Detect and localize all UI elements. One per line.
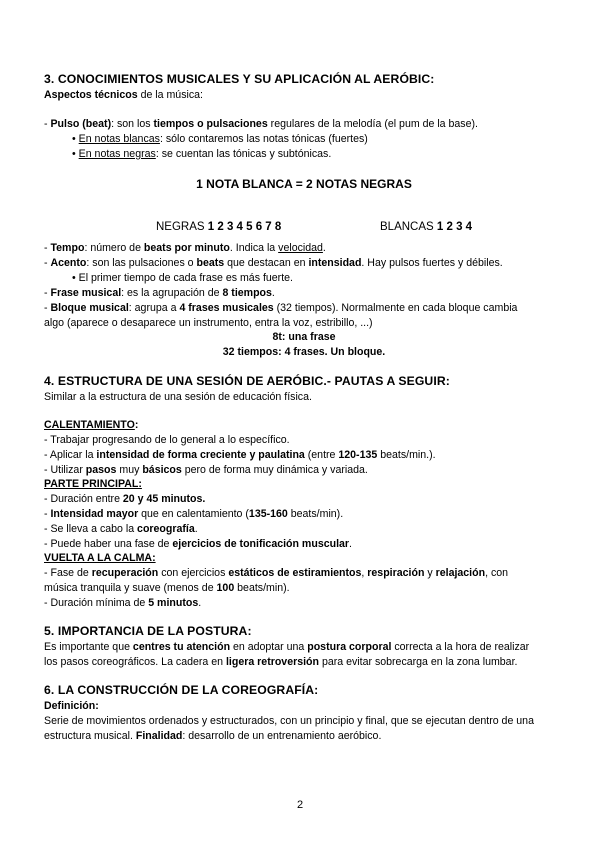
section-3-title: 3. CONOCIMIENTOS MUSICALES Y SU APLICACIÓN AL AERÓBIC: [44,72,435,86]
blancas-count: BLANCAS 1 2 3 4 [380,221,473,233]
vuelta-calma-heading: VUELTA A LA CALMA: [44,552,156,564]
bloque-summary: 32 tiempos: 4 frases. Un bloque. [222,346,386,358]
primer-tiempo-bullet: • El primer tiempo de cada frase es más fuerte. [72,272,293,284]
vc-item-1-cont: música tranquila y suave (menos de 100 beats/min). [44,582,290,594]
vc-item-2: - Duración mínima de 5 minutos. [44,597,202,609]
aspectos-line: Aspectos técnicos de la música: [44,89,203,101]
cal-item-3: - Utilizar pasos muy básicos pero de forma muy dinámica y variada. [44,464,368,476]
pp-item-2: - Intensidad mayor que en calentamiento (135-160 beats/min). [44,508,344,520]
acento-line: - Acento: son las pulsaciones o beats que destacan en intensidad. Hay pulsos fuertes y débiles. [44,257,503,269]
section-6-title: 6. LA CONSTRUCCIÓN DE LA COREOGRAFÍA: [44,683,319,697]
negras-count: NEGRAS 1 2 3 4 5 6 7 8 [156,221,282,233]
blancas-bullet: • En notas blancas: sólo contaremos las notas tónicas (fuertes) [72,133,368,145]
frase-summary: 8t: una frase [272,331,336,343]
cal-item-1: - Trabajar progresando de lo general a lo específico. [44,434,290,446]
calentamiento-heading: CALENTAMIENTO: [44,419,139,431]
bloque-line: - Bloque musical: agrupa a 4 frases musicales (32 tiempos). Normalmente en cada bloque cambia [44,302,518,314]
parte-principal-heading: PARTE PRINCIPAL: [44,478,142,490]
definicion-para-2: estructura musical. Finalidad: desarrollo de un entrenamiento aeróbico. [44,730,382,742]
bloque-line-2: algo (aparece o desaparece un instrumento, entra la voz, estribillo, ...) [44,317,373,329]
definicion-para-1: Serie de movimientos ordenados y estructurados, con un principio y final, que se ejecutan dentro de una [44,715,534,727]
pulso-line: - Pulso (beat): son los tiempos o pulsaciones regulares de la melodía (el pum de la base). [44,118,478,130]
pp-item-3: - Se lleva a cabo la coreografía. [44,523,198,535]
negras-bullet: • En notas negras: se cuentan las tónicas y subtónicas. [72,148,332,160]
section-5-title: 5. IMPORTANCIA DE LA POSTURA: [44,624,252,638]
vc-item-1: - Fase de recuperación con ejercicios estáticos de estiramientos, respiración y relajación, con [44,567,509,579]
pp-item-1: - Duración entre 20 y 45 minutos. [44,493,206,505]
cal-item-2: - Aplicar la intensidad de forma creciente y paulatina (entre 120-135 beats/min.). [44,449,436,461]
section-4-title: 4. ESTRUCTURA DE UNA SESIÓN DE AERÓBIC.- PAUTAS A SEGUIR: [44,374,450,388]
postura-para-2: los pasos coreográficos. La cadera en ligera retroversión para evitar sobrecarga en la zona lumbar. [44,656,518,668]
definicion-heading: Definición: [44,700,99,712]
frase-line: - Frase musical: es la agrupación de 8 tiempos. [44,287,275,299]
postura-para-1: Es importante que centres tu atención en adoptar una postura corporal correcta a la hora de realizar [44,641,530,653]
pp-item-4: - Puede haber una fase de ejercicios de tonificación muscular. [44,538,352,550]
tempo-line: - Tempo: número de beats por minuto. Indica la velocidad. [44,242,326,254]
notes-equation: 1 NOTA BLANCA = 2 NOTAS NEGRAS [196,177,412,191]
section-4-intro: Similar a la estructura de una sesión de educación física. [44,391,312,403]
page-number: 2 [296,799,304,811]
